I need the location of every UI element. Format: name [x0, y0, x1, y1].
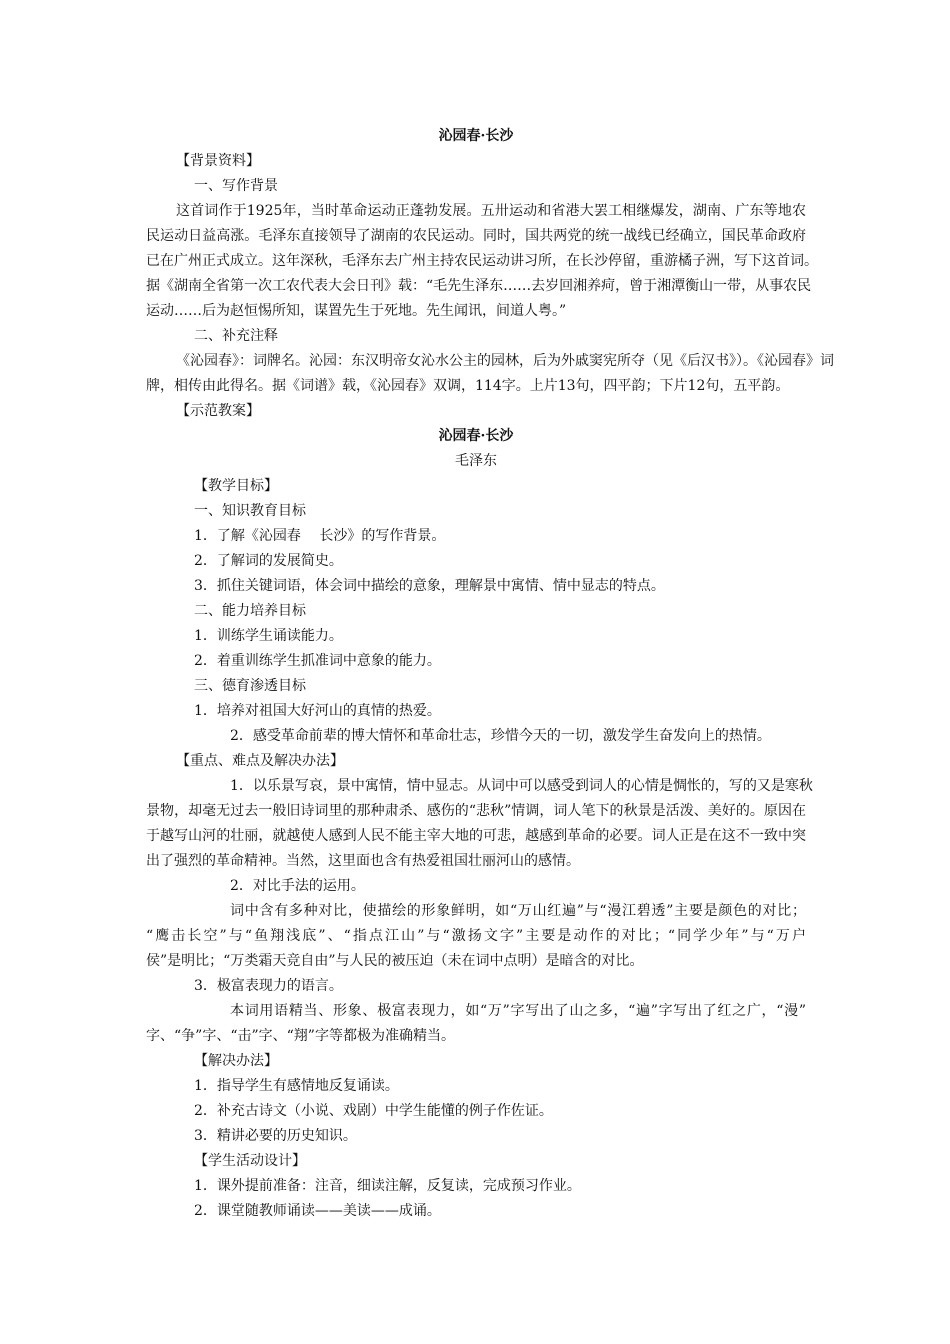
goal-item: 2．感受革命前辈的博大情怀和革命壮志，珍惜今天的一切，激发学生奋发向上的热情。 [230, 728, 771, 744]
lesson-title: 沁园春·长沙 [438, 428, 514, 444]
paragraph-line: 出了强烈的革命精神。当然，这里面也含有热爱祖国壮丽河山的感情。 [146, 853, 580, 869]
solution-header: 【解决办法】 [194, 1053, 278, 1069]
paragraph-line: 据《湖南全省第一次工农代表大会日刊》载：“毛先生泽东……去岁回湘养疴，曾于湘潭衡山一带，从事农民 [146, 278, 812, 294]
paragraph-line: 这首词作于1925年，当时革命运动正蓬勃发展。五卅运动和省港大罢工相继爆发，湖南、广东等地农 [176, 203, 806, 219]
paragraph-line: 民运动日益高涨。毛泽东直接领导了湖南的农民运动。同时，国共两党的统一战线已经确立，国民革命政府 [146, 228, 806, 244]
paragraph-line: “鹰击长空”与“鱼翔浅底”、“指点江山”与“激扬文字”主要是动作的对比；“同学少年”与“万户 [146, 928, 806, 944]
activity-item: 1．课外提前准备：注音，细读注解，反复读，完成预习作业。 [194, 1178, 581, 1194]
solution-item: 1．指导学生有感情地反复诵读。 [194, 1078, 399, 1094]
solution-item: 3．精讲必要的历史知识。 [194, 1128, 357, 1144]
activity-header: 【学生活动设计】 [194, 1153, 306, 1169]
paragraph-line: 于越写山河的壮丽，就越使人感到人民不能主宰大地的可悲，越感到革命的必要。词人正是在这不一致中突 [146, 828, 806, 844]
paragraph-line: 景物，却毫无过去一般旧诗词里的那种肃杀、感伤的“悲秋”情调，词人笔下的秋景是活泼、美好的。原因在 [146, 803, 806, 819]
paragraph-line: 侯”是明比；“万类霜天竞自由”与人民的被压迫（未在词中点明）是暗含的对比。 [146, 953, 644, 969]
goal-item: 1．了解《沁园春 长沙》的写作背景。 [194, 528, 446, 544]
goal-section-title: 二、能力培养目标 [194, 603, 306, 619]
background-header: 【背景资料】 [176, 153, 260, 169]
lesson-plan-header: 【示范教案】 [176, 403, 260, 419]
goal-item: 1．培养对祖国大好河山的真情的热爱。 [194, 703, 441, 719]
key-point-title: 2．对比手法的运用。 [230, 878, 365, 894]
solution-item: 2．补充古诗文（小说、戏剧）中学生能懂的例子作佐证。 [194, 1103, 553, 1119]
paragraph-line: 本词用语精当、形象、极富表现力，如“万”字写出了山之多，“遍”字写出了红之广，“漫” [230, 1003, 806, 1019]
section-title-notes: 二、补充注释 [194, 328, 278, 344]
goal-item: 2．着重训练学生抓准词中意象的能力。 [194, 653, 441, 669]
key-point-title: 3．极富表现力的语言。 [194, 978, 343, 994]
goal-item: 2．了解词的发展简史。 [194, 553, 343, 569]
paragraph-line: 词中含有多种对比，使描绘的形象鲜明，如“万山红遍”与“漫江碧透”主要是颜色的对比； [230, 903, 806, 919]
goal-item: 1．训练学生诵读能力。 [194, 628, 343, 644]
paragraph-line: 《沁园春》：词牌名。沁园：东汉明帝女沁水公主的园林，后为外戚窦宪所夺（见《后汉书》）。《沁园春》词 [176, 353, 834, 369]
paragraph-line: 已在广州正式成立。这年深秋，毛泽东去广州主持农民运动讲习所，在长沙停留，重游橘子洲，写下这首词。 [146, 253, 818, 269]
goal-item: 3．抓住关键词语，体会词中描绘的意象，理解景中寓情、情中显志的特点。 [194, 578, 665, 594]
activity-item: 2．课堂随教师诵读——美读——成诵。 [194, 1203, 441, 1219]
goal-section-title: 一、知识教育目标 [194, 503, 306, 519]
key-points-header: 【重点、难点及解决办法】 [176, 753, 344, 769]
paragraph-line: 字、“争”字、“击”字、“翔”字等都极为准确精当。 [146, 1028, 455, 1044]
author: 毛泽东 [455, 453, 497, 469]
section-title-writing-background: 一、写作背景 [194, 178, 278, 194]
goals-header: 【教学目标】 [194, 478, 278, 494]
doc-title: 沁园春·长沙 [438, 128, 514, 144]
paragraph-line: 牌，相传由此得名。据《词谱》载，《沁园春》双调，114字。上片13句，四平韵；下片12句，五平韵。 [146, 378, 790, 394]
paragraph-line: 运动……后为赵恒惕所知，谋置先生于死地。先生闻讯，间道人粤。” [146, 303, 567, 319]
paragraph-line: 1．以乐景写哀，景中寓情，情中显志。从词中可以感受到词人的心情是惆怅的，写的又是寒秋 [230, 778, 813, 794]
goal-section-title: 三、德育渗透目标 [194, 678, 306, 694]
